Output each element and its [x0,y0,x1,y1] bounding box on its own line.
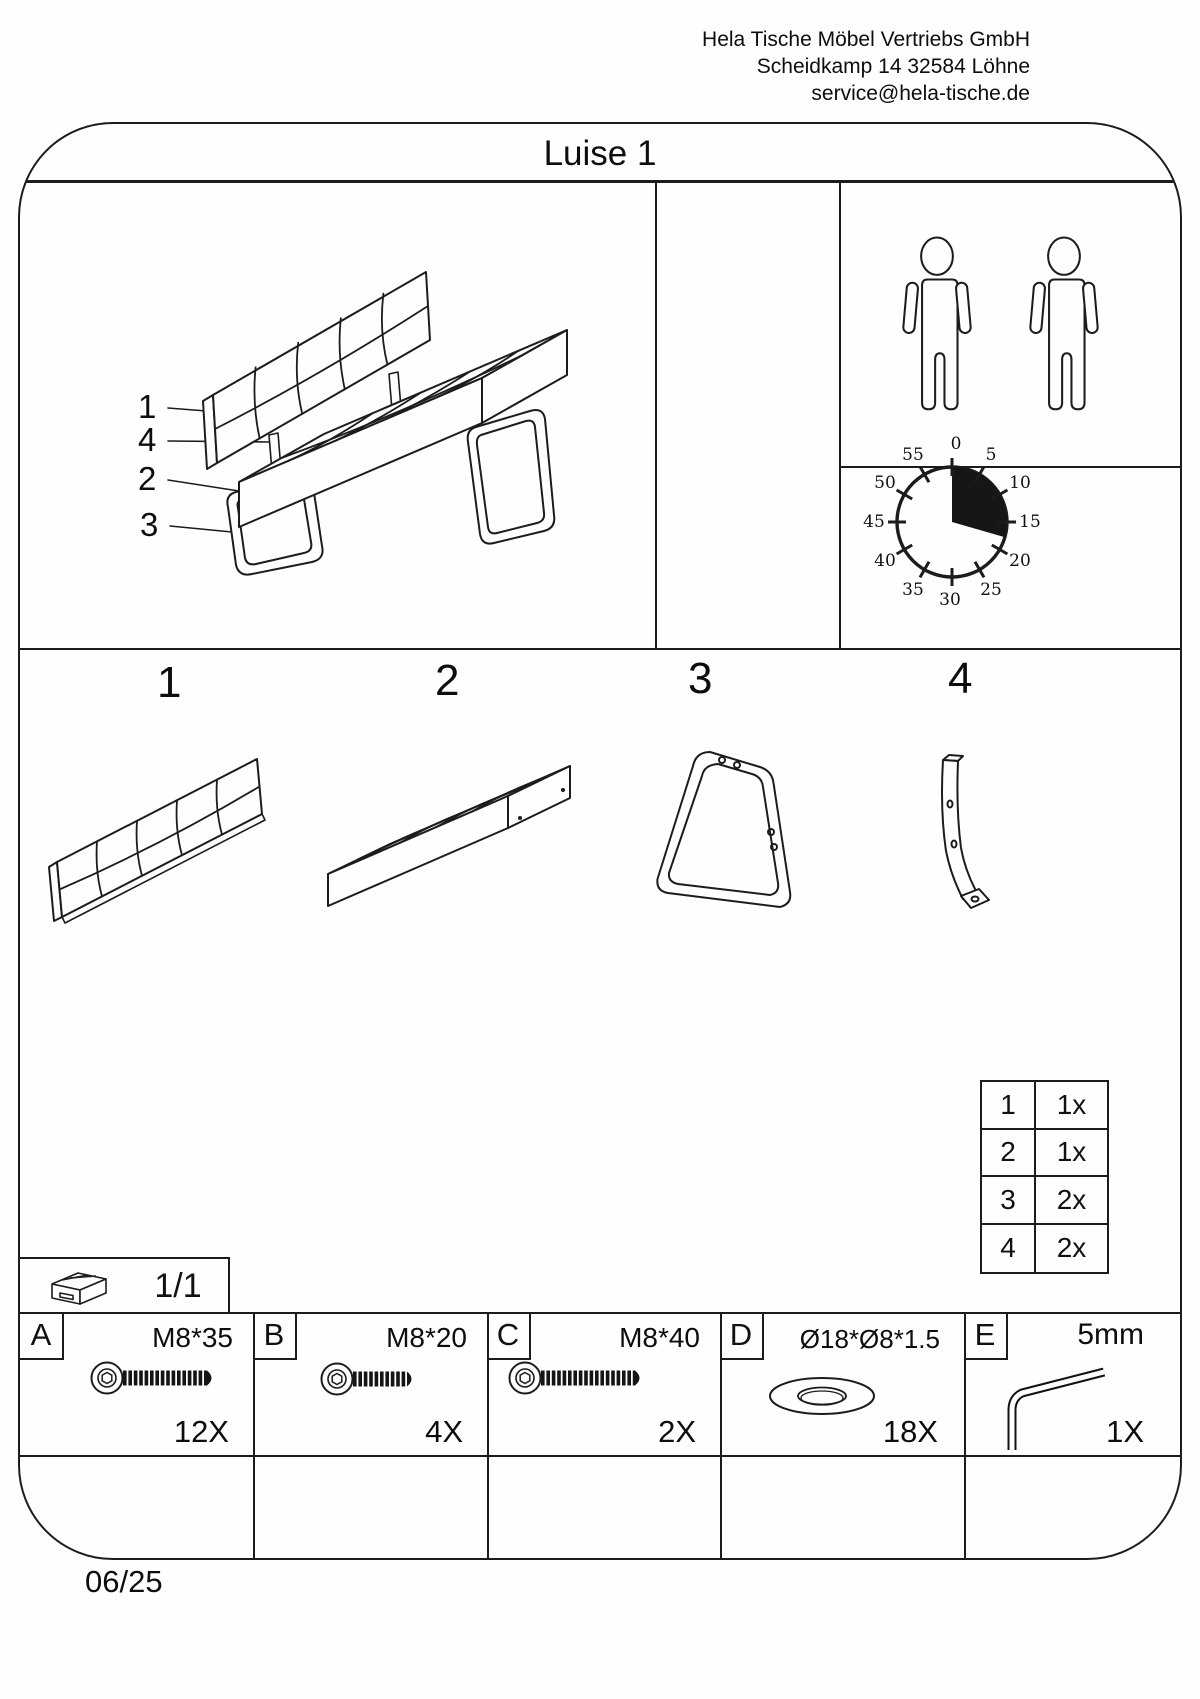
hardware-spec-b: M8*20 [386,1322,467,1353]
bolt-m8x40-icon [508,1356,650,1400]
timer-minute-45: 45 [863,512,885,532]
hardware-letter-c: C [487,1312,531,1360]
overview-label-3: 3 [140,506,159,543]
bench-assembly-drawing-icon [20,180,655,648]
timer-minute-40: 40 [874,551,896,571]
timer-minute-55: 55 [902,445,924,465]
hardware-spec-d: Ø18*Ø8*1.5 [799,1324,940,1354]
part-number-4: 4 [948,654,973,703]
part-number-3: 3 [688,654,713,703]
part2-seat-cushion-icon [320,754,590,919]
hardware-row-bottom [20,1455,1180,1457]
company-address: Scheidkamp 14 32584 Löhne [756,55,1030,78]
part-number-1: 1 [157,658,182,707]
hardware-spec-a: M8*35 [152,1322,233,1353]
bolt-m8x35-icon [90,1356,222,1400]
timer-minute-15: 15 [1019,512,1041,532]
qty-count-3: 2x [1036,1177,1107,1225]
revision-date: 06/25 [85,1564,163,1599]
hardware-count-d: 18X [882,1414,938,1449]
page-indicator-box [20,1257,230,1312]
qty-part-4: 4 [982,1225,1036,1273]
company-email: service@hela-tische.de [811,82,1030,105]
divider-overview-1 [655,180,657,650]
bolt-m8x20-icon [320,1357,422,1401]
hardware-letter-a: A [20,1312,64,1360]
part4-support-bar-icon [913,752,998,937]
hardware-count-c: 2X [658,1414,696,1449]
company-header [702,26,1030,107]
qty-count-2: 1x [1036,1130,1107,1178]
hardware-letter-b: B [253,1312,297,1360]
qty-part-3: 3 [982,1177,1036,1225]
main-frame [18,122,1182,1560]
overview-label-2: 2 [138,460,157,497]
person-icon [1022,230,1106,428]
overview-label-4: 4 [138,421,157,458]
timer-minute-30: 30 [939,590,961,610]
timer-minute-25: 25 [980,580,1002,600]
hardware-letter-e: E [964,1312,1008,1360]
person-icon [895,230,979,428]
part-number-2: 2 [435,656,460,705]
product-title: Luise 1 [543,134,657,173]
company-name: Hela Tische Möbel Vertriebs GmbH [702,28,1030,51]
hardware-count-b: 4X [425,1414,463,1449]
hardware-spec-e: 5mm [1077,1318,1144,1351]
timer-minute-10: 10 [1009,473,1031,493]
timer-minute-35: 35 [902,580,924,600]
hardware-count-a: 12X [173,1414,229,1449]
part3-leg-frame-icon [632,736,812,941]
timer-minute-50: 50 [874,473,896,493]
overview-label-1: 1 [138,388,157,425]
assembly-timer-icon [870,440,1034,604]
divider-sections [20,648,1180,650]
hardware-count-e: 1X [1106,1414,1144,1449]
timer-minute-0: 0 [950,434,962,454]
qty-count-4: 2x [1056,1232,1087,1264]
page-indicator: 1/1 [154,1266,202,1305]
hardware-spec-c: M8*40 [619,1322,700,1353]
divider-overview-2 [839,180,841,650]
timer-minute-5: 5 [985,445,997,465]
package-box-icon [48,1268,114,1308]
qty-part-2: 2 [982,1130,1036,1178]
timer-minute-20: 20 [1009,551,1031,571]
part1-backrest-cushion-icon [47,749,302,944]
parts-quantity-table [980,1080,1109,1274]
hardware-letter-d: D [720,1312,764,1360]
qty-part-1: 1 [982,1082,1036,1130]
qty-count-1: 1x [1036,1082,1107,1130]
